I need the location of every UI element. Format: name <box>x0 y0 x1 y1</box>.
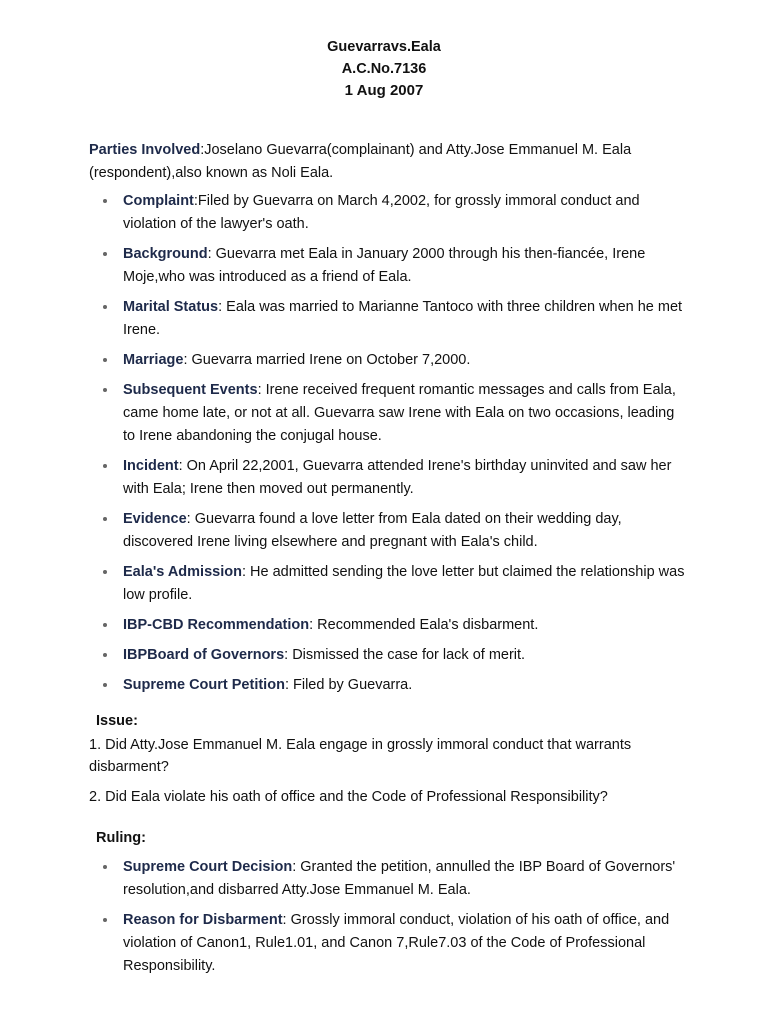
bullet-icon <box>103 517 107 521</box>
ruling-heading: Ruling: <box>96 830 146 846</box>
list-item <box>89 614 689 637</box>
issue-heading: Issue: <box>96 713 138 729</box>
fact-label: Marriage <box>123 352 184 368</box>
bullet-icon <box>103 199 107 203</box>
list-item <box>89 349 689 372</box>
list-item <box>89 379 689 449</box>
fact-text: : On April 22,2001, Guevarra attended Irene's birthday uninvited and saw her with Eala; Irene then moved out permanently. <box>123 458 672 498</box>
ruling-text: : Granted the petition, annulled the IBP Board of Governors' resolution,and disbarred Atty.Jose Emmanuel M. Eala. <box>123 859 676 899</box>
case-date: 1 Aug 2007 <box>344 82 424 99</box>
fact-label: Complaint <box>123 193 194 209</box>
bullet-icon <box>103 388 107 392</box>
fact-label: IBP-CBD Recommendation <box>123 617 310 633</box>
fact-label: Evidence <box>123 511 187 527</box>
fact-text: :Filed by Guevarra on March 4,2002, for grossly immoral conduct and violation of the lawyer's oath. <box>123 193 640 233</box>
fact-label: Marital Status <box>123 299 219 315</box>
ruling-label: Supreme Court Decision <box>123 859 293 875</box>
case-number: A.C.No.7136 <box>341 61 427 77</box>
list-item <box>89 674 689 697</box>
fact-text: : Recommended Eala's disbarment. <box>309 617 539 633</box>
bullet-icon <box>103 918 107 922</box>
bullet-icon <box>103 252 107 256</box>
parties-text: :Joselano Guevarra(complainant) and Atty.Jose Emmanuel M. Eala (respondent),also known as Noli Eala. <box>89 142 632 181</box>
fact-text: : Dismissed the case for lack of merit. <box>284 646 526 663</box>
list-item <box>89 455 689 501</box>
ruling-label: Reason for Disbarment <box>123 912 283 928</box>
list-item <box>89 296 689 342</box>
fact-label: Supreme Court Petition <box>123 676 285 693</box>
bullet-icon <box>103 464 107 468</box>
list-item <box>89 856 689 902</box>
parties-paragraph <box>89 139 689 185</box>
facts-list <box>89 190 689 703</box>
fact-text: : He admitted sending the love letter but claimed the relationship was low profile. <box>123 564 685 604</box>
list-item <box>89 644 689 667</box>
bullet-icon <box>103 865 107 869</box>
fact-text: : Filed by Guevarra. <box>284 676 413 693</box>
bullet-icon <box>103 683 107 687</box>
fact-label: Background <box>123 246 208 262</box>
list-item <box>89 243 689 289</box>
case-header <box>0 36 768 102</box>
list-item <box>89 190 689 236</box>
fact-text: : Guevarra married Irene on October 7,2000. <box>183 352 471 368</box>
bullet-icon <box>103 358 107 362</box>
bullet-icon <box>103 623 107 627</box>
bullet-icon <box>103 653 107 657</box>
fact-label: IBPBoard of Governors <box>123 646 285 663</box>
case-title: Guevarravs.Eala <box>327 39 441 55</box>
fact-label: Incident <box>123 458 179 474</box>
fact-label: Subsequent Events <box>123 381 258 398</box>
list-item <box>89 561 689 607</box>
fact-text: : Guevarra found a love letter from Eala dated on their wedding day, discovered Irene living elsewhere and pregnant with Eala's child. <box>123 511 622 551</box>
fact-text: : Guevarra met Eala in January 2000 through his then-fiancée, Irene Moje,who was introduced as a friend of Eala. <box>123 246 646 286</box>
fact-text: : Irene received frequent romantic messages and calls from Eala, came home late, or not at all. Guevarra saw Irene with Eala on two occasions, leading to Irene abandoning the conjugal house. <box>123 381 676 445</box>
ruling-text: : Grossly immoral conduct, violation of his oath of office, and violation of Canon1, Rule1.01, and Canon 7,Rule7.03 of the Code of Professional Responsibility. <box>123 912 670 975</box>
list-item <box>89 508 689 554</box>
fact-text: : Eala was married to Marianne Tantoco with three children when he met Irene. <box>123 299 683 339</box>
bullet-icon <box>103 305 107 309</box>
ruling-list <box>89 856 689 985</box>
list-item <box>89 909 689 979</box>
fact-label: Eala's Admission <box>123 564 242 580</box>
issue-item-1: 1. Did Atty.Jose Emmanuel M. Eala engage in grossly immoral conduct that warrants disbarment? <box>89 737 632 775</box>
parties-label: Parties Involved <box>89 142 201 158</box>
issue-item-2: 2. Did Eala violate his oath of office and the Code of Professional Responsibility? <box>89 789 608 805</box>
bullet-icon <box>103 570 107 574</box>
